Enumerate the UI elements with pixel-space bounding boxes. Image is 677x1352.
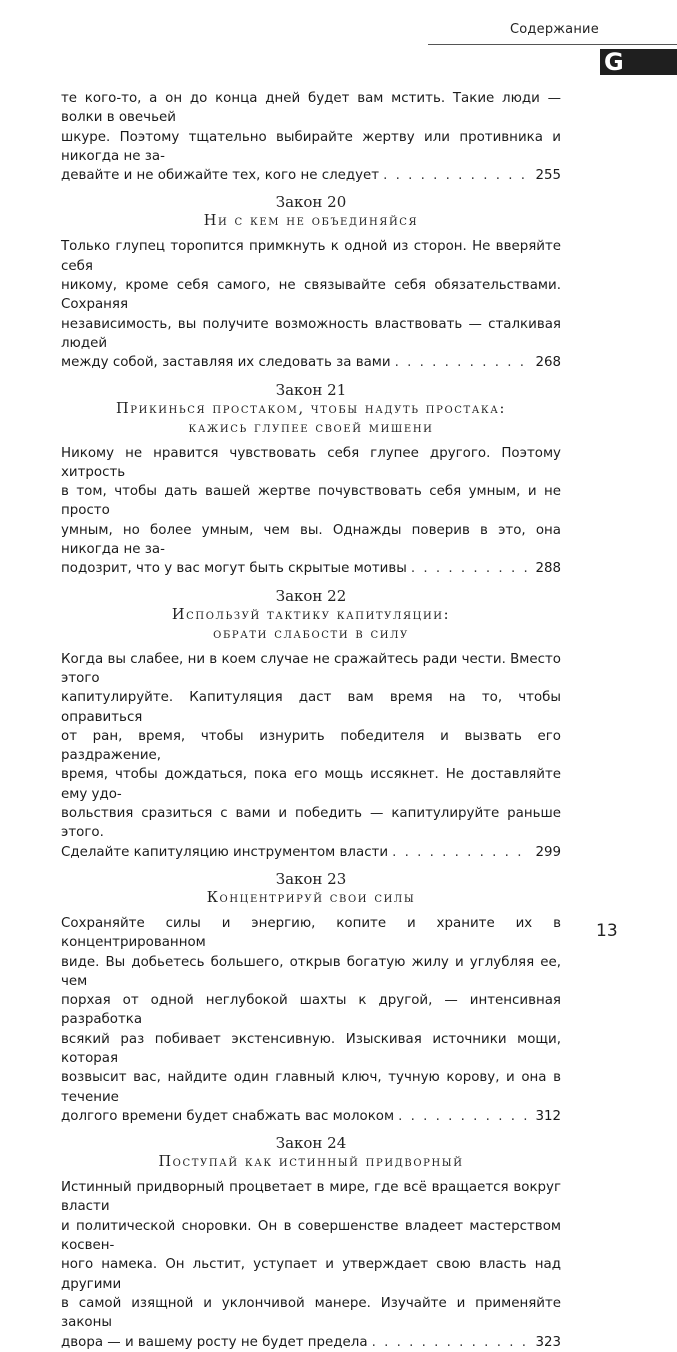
law-description-line: виде. Вы добьетесь большего, открыв богатую жилу и углубляя ее, чем [61,954,561,989]
law-description-line: независимость, вы получите возможность властвовать — сталкивая людей [61,316,561,351]
law-description-line: Только глупец торопится примкнуть к одной из сторон. Не вверяйте себя [61,239,561,274]
law-description-line: капитулируйте. Капитуляция даст вам время на то, чтобы оправиться [61,690,561,725]
law-description-line: никому, кроме себя самого, не связывайте себя обязательствами. Сохраняя [61,278,561,313]
law-description-line: возвысит вас, найдите один главный ключ, тучную корову, и она в течение [61,1070,561,1105]
law-description-last-line: двора — и вашему росту не будет предела [61,1334,368,1350]
toc-leader-line [61,166,561,185]
page-ref: 268 [535,355,561,371]
header-rule [428,44,677,45]
toc-leader-line [61,843,561,862]
law-description-line: порхая от одной неглубокой шахты к другой, — интенсивная разработка [61,993,561,1028]
section-title: Содержание [510,22,599,37]
law-description-line: умным, но более умным, чем вы. Однажды поверив в это, она никогда не за- [61,522,561,558]
page-number: 13 [596,921,618,941]
page-ref: 299 [535,844,561,860]
law-title-line: Используй тактику капитуляции: [171,606,451,623]
law-description-last-line: между собой, заставляя их следовать за вами [61,355,391,371]
law-description-last-line: подозрит, что у вас могут быть скрытые мотивы [61,561,407,577]
law-entry [61,870,561,1126]
law-description-line: ного намека. Он льстит, уступает и утверждает свою власть над другими [61,1257,561,1292]
law-description-line: Никому не нравится чувствовать себя глупее другого. Поэтому хитрость [61,445,561,480]
law-description-line: и политической сноровки. Он в совершенстве владеет мастерством косвен- [61,1218,561,1254]
law-description-line: время, чтобы дождаться, пока его мощь иссякнет. Не доставляйте ему удо- [61,767,561,802]
law-description-last-line: долгого времени будет снабжать вас молоком [61,1108,395,1124]
intro-line: те кого-то, а он до конца дней будет вам мстить. Такие люди — волки в овечьей [61,91,561,126]
intro-last-line: девайте и не обижайте тех, кого не следует [61,168,380,184]
toc-leader-line [61,353,561,372]
dot-leader [383,166,531,185]
intro-entry [61,89,561,185]
law-title [61,1153,561,1172]
law-title [61,606,561,644]
law-number: Закон 24 [275,1134,347,1153]
dot-leader [395,353,532,372]
law-entry [61,193,561,372]
page-ref: 312 [535,1108,561,1124]
law-entry [61,381,561,579]
toc-leader-line [61,559,561,578]
toc-content [61,89,561,1352]
law-number: Закон 21 [275,380,347,399]
law-title-line: Концентрируй свои силы [206,889,416,906]
dot-leader [398,1107,531,1126]
law-title-line: кажись глупее своей мишени [188,419,434,436]
toc-leader-line [61,1333,561,1352]
law-title-line: Ни с кем не объединяйся [203,213,419,230]
page-ref: 323 [535,1334,561,1350]
law-description-line: в том, чтобы дать вашей жертве почувствовать себя умным, и не просто [61,484,561,519]
law-entry [61,1134,561,1352]
law-title [61,400,561,438]
dot-leader [411,559,532,578]
law-number: Закон 20 [275,193,347,212]
law-description-line: Когда вы слабее, ни в коем случае не сражайтесь ради чести. Вместо этого [61,651,561,686]
law-entry [61,587,561,862]
law-description-last-line: Сделайте капитуляцию инструментом власти [61,844,389,860]
law-description-line: вольствия сразиться с вами и победить — капитулируйте раньше этого. [61,806,561,841]
page-ref: 288 [535,561,561,577]
dot-leader [392,843,531,862]
law-description-line: Истинный придворный процветает в мире, где всё вращается вокруг власти [61,1180,561,1215]
law-title-line: Поступай как истинный придворный [158,1154,464,1171]
toc-leader-line [61,1107,561,1126]
intro-line: шкуре. Поэтому тщательно выбирайте жертву или противника и никогда не за- [61,129,561,164]
law-title-line: Прикинься простаком, чтобы надуть простака: [116,400,506,417]
law-title-line: обрати слабости в силу [213,625,409,642]
law-description-line: в самой изящной и уклончивой манере. Изучайте и применяйте законы [61,1295,561,1331]
law-description-line: от ран, время, чтобы изнурить победителя и вызвать его раздражение, [61,728,561,764]
law-description-line: Сохраняйте силы и энергию, копите и храните их в концентрированном [61,915,561,951]
section-tab: G [600,49,677,75]
dot-leader [372,1333,532,1352]
law-number: Закон 23 [275,869,347,888]
law-number: Закон 22 [275,586,347,605]
page-ref: 255 [535,168,561,184]
law-description-line: всякий раз побивает экстенсивную. Изыскивая источники мощи, которая [61,1031,561,1066]
law-title [61,889,561,908]
law-title [61,212,561,231]
